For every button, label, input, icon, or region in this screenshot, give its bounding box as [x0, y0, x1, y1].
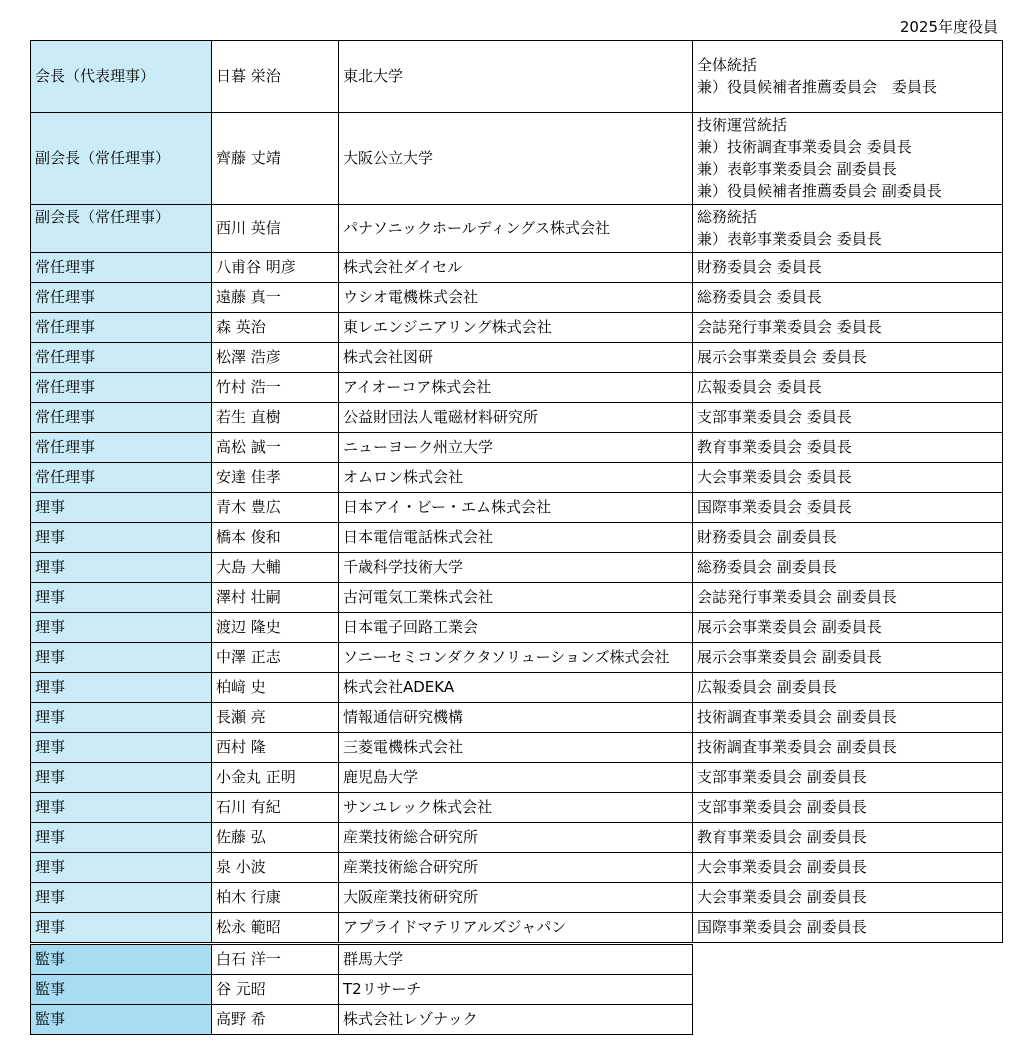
- auditor-row: [31, 1005, 693, 1035]
- auditor-role-cell: 監事: [31, 1005, 212, 1035]
- officer-duty-cell: [693, 553, 1003, 583]
- officer-row: [31, 403, 1003, 433]
- officer-duty-cell: [693, 673, 1003, 703]
- officer-org-cell: 日本アイ・ビー・エム株式会社: [339, 493, 693, 523]
- officer-name-cell: 橋本 俊和: [212, 523, 339, 553]
- officer-name-cell: 柏木 行康: [212, 883, 339, 913]
- officer-duty-cell: [693, 493, 1003, 523]
- officer-role-cell: 常任理事: [31, 313, 212, 343]
- officer-name-cell: 長瀬 亮: [212, 703, 339, 733]
- officer-row: [31, 823, 1003, 853]
- officers-table-body: [31, 41, 1003, 943]
- officer-name-cell: 竹村 浩一: [212, 373, 339, 403]
- officer-role-cell: 理事: [31, 643, 212, 673]
- officer-row: [31, 493, 1003, 523]
- officer-row: [31, 583, 1003, 613]
- officer-name-cell: 若生 直樹: [212, 403, 339, 433]
- auditor-org-cell: 群馬大学: [339, 945, 693, 975]
- officer-role-cell: 副会長（常任理事）: [31, 205, 212, 253]
- page-title: 2025年度役員: [899, 18, 998, 36]
- officer-role-cell: 理事: [31, 823, 212, 853]
- officer-role-cell: 常任理事: [31, 463, 212, 493]
- officer-duty-cell: [693, 283, 1003, 313]
- officer-row: [31, 733, 1003, 763]
- officer-duty-line: 大会事業委員会 副委員長: [697, 858, 867, 876]
- officer-name-cell: 森 英治: [212, 313, 339, 343]
- officer-org-cell: サンユレック株式会社: [339, 793, 693, 823]
- officer-duty-line: 技術運営統括: [697, 116, 788, 134]
- officer-row: [31, 523, 1003, 553]
- officer-name-cell: 松永 範昭: [212, 913, 339, 943]
- officer-org-cell: 東レエンジニアリング株式会社: [339, 313, 693, 343]
- officer-role-cell: 常任理事: [31, 433, 212, 463]
- officer-row: [31, 703, 1003, 733]
- officer-duty-cell: [693, 583, 1003, 613]
- officer-duty-line: 支部事業委員会 委員長: [697, 408, 852, 426]
- officer-name-cell: 遠藤 真一: [212, 283, 339, 313]
- officer-name-cell: 青木 豊広: [212, 493, 339, 523]
- officer-org-cell: ニューヨーク州立大学: [339, 433, 693, 463]
- officer-row: [31, 433, 1003, 463]
- officer-row: [31, 553, 1003, 583]
- auditor-name-cell: 白石 洋一: [212, 945, 339, 975]
- auditor-org-cell: T2リサーチ: [339, 975, 693, 1005]
- officer-name-cell: 柏﨑 史: [212, 673, 339, 703]
- officer-name-cell: 佐藤 弘: [212, 823, 339, 853]
- officer-org-cell: オムロン株式会社: [339, 463, 693, 493]
- officer-duty-line: 総務委員会 副委員長: [697, 558, 837, 576]
- officer-duty-line: 総務統括: [697, 208, 758, 226]
- officer-name-cell: 渡辺 隆史: [212, 613, 339, 643]
- officer-duty-cell: [693, 113, 1003, 205]
- officer-duty-cell: [693, 205, 1003, 253]
- officer-role-cell: 常任理事: [31, 403, 212, 433]
- officer-name-cell: 西川 英信: [212, 205, 339, 253]
- officer-duty-line: 総務委員会 委員長: [697, 288, 822, 306]
- officer-duty-cell: [693, 463, 1003, 493]
- officer-org-cell: ソニーセミコンダクタソリューションズ株式会社: [339, 643, 693, 673]
- officer-role-cell: 常任理事: [31, 283, 212, 313]
- officer-row: [31, 613, 1003, 643]
- officer-role-cell: 理事: [31, 493, 212, 523]
- officer-org-cell: ウシオ電機株式会社: [339, 283, 693, 313]
- officer-duty-line: 展示会事業委員会 副委員長: [697, 618, 882, 636]
- officer-duty-line: 支部事業委員会 副委員長: [697, 768, 867, 786]
- auditor-name-cell: 谷 元昭: [212, 975, 339, 1005]
- officer-duty-cell: [693, 343, 1003, 373]
- officer-row: [31, 883, 1003, 913]
- auditors-table-body: [31, 945, 693, 1035]
- auditor-org-cell: 株式会社レゾナック: [339, 1005, 693, 1035]
- officer-row: [31, 205, 1003, 253]
- officer-duty-line: 兼）役員候補者推薦委員会 副委員長: [697, 182, 942, 200]
- officer-role-cell: 理事: [31, 523, 212, 553]
- officer-name-cell: 松澤 浩彦: [212, 343, 339, 373]
- officer-org-cell: 日本電子回路工業会: [339, 613, 693, 643]
- officer-duty-line: 会誌発行事業委員会 委員長: [697, 318, 882, 336]
- officer-duty-cell: [693, 523, 1003, 553]
- officer-role-cell: 理事: [31, 883, 212, 913]
- officer-org-cell: 公益財団法人電磁材料研究所: [339, 403, 693, 433]
- officer-duty-line: 展示会事業委員会 委員長: [697, 348, 867, 366]
- officer-name-cell: 小金丸 正明: [212, 763, 339, 793]
- officer-org-cell: 産業技術総合研究所: [339, 853, 693, 883]
- officer-name-cell: 八甫谷 明彦: [212, 253, 339, 283]
- officer-duty-cell: [693, 433, 1003, 463]
- officers-table: [30, 40, 1003, 943]
- officer-org-cell: アプライドマテリアルズジャパン: [339, 913, 693, 943]
- officer-name-cell: 澤村 壮嗣: [212, 583, 339, 613]
- officer-org-cell: 日本電信電話株式会社: [339, 523, 693, 553]
- officer-row: [31, 283, 1003, 313]
- officer-duty-cell: [693, 763, 1003, 793]
- officer-duty-cell: [693, 613, 1003, 643]
- officer-duty-line: 国際事業委員会 副委員長: [697, 918, 867, 936]
- officer-duty-line: 教育事業委員会 副委員長: [697, 828, 867, 846]
- officer-duty-line: 大会事業委員会 委員長: [697, 468, 852, 486]
- officer-duty-line: 財務委員会 委員長: [697, 258, 822, 276]
- officer-org-cell: 株式会社ADEKA: [339, 673, 693, 703]
- officer-duty-line: 兼）表彰事業委員会 副委員長: [697, 160, 897, 178]
- officer-duty-cell: [693, 883, 1003, 913]
- officer-duty-cell: [693, 793, 1003, 823]
- officer-duty-cell: [693, 643, 1003, 673]
- officer-row: [31, 913, 1003, 943]
- auditor-role-cell: 監事: [31, 945, 212, 975]
- officer-duty-line: 教育事業委員会 委員長: [697, 438, 852, 456]
- officer-org-cell: 大阪産業技術研究所: [339, 883, 693, 913]
- officer-name-cell: 高松 誠一: [212, 433, 339, 463]
- officer-duty-cell: [693, 703, 1003, 733]
- officer-duty-cell: [693, 373, 1003, 403]
- officer-duty-cell: [693, 823, 1003, 853]
- officer-role-cell: 常任理事: [31, 253, 212, 283]
- officer-row: [31, 643, 1003, 673]
- officer-duty-line: 技術調査事業委員会 副委員長: [697, 738, 897, 756]
- officer-role-cell: 理事: [31, 793, 212, 823]
- officer-org-cell: 大阪公立大学: [339, 113, 693, 205]
- officer-duty-line: 会誌発行事業委員会 副委員長: [697, 588, 897, 606]
- officer-duty-cell: [693, 253, 1003, 283]
- officer-row: [31, 343, 1003, 373]
- officer-role-cell: 常任理事: [31, 373, 212, 403]
- officer-duty-cell: [693, 313, 1003, 343]
- officer-role-cell: 理事: [31, 673, 212, 703]
- officer-duty-line: 広報委員会 委員長: [697, 378, 822, 396]
- officer-org-cell: 株式会社ダイセル: [339, 253, 693, 283]
- officer-role-cell: 常任理事: [31, 343, 212, 373]
- officer-duty-line: 技術調査事業委員会 副委員長: [697, 708, 897, 726]
- officer-name-cell: 西村 隆: [212, 733, 339, 763]
- officer-org-cell: 東北大学: [339, 41, 693, 113]
- officer-duty-line: 全体統括: [697, 56, 758, 74]
- officer-role-cell: 理事: [31, 613, 212, 643]
- officer-row: [31, 313, 1003, 343]
- officer-name-cell: 大島 大輔: [212, 553, 339, 583]
- officer-duty-line: 大会事業委員会 副委員長: [697, 888, 867, 906]
- officer-org-cell: パナソニックホールディングス株式会社: [339, 205, 693, 253]
- officer-row: [31, 113, 1003, 205]
- auditor-row: [31, 975, 693, 1005]
- officer-org-cell: 産業技術総合研究所: [339, 823, 693, 853]
- auditor-name-cell: 高野 希: [212, 1005, 339, 1035]
- officer-org-cell: 株式会社図研: [339, 343, 693, 373]
- officer-duty-cell: [693, 853, 1003, 883]
- officer-duty-cell: [693, 41, 1003, 113]
- auditors-table: [30, 944, 693, 1035]
- officer-role-cell: 会長（代表理事）: [31, 41, 212, 113]
- officer-name-cell: 泉 小波: [212, 853, 339, 883]
- officer-row: [31, 373, 1003, 403]
- officer-role-cell: 理事: [31, 553, 212, 583]
- officer-duty-line: 支部事業委員会 副委員長: [697, 798, 867, 816]
- officer-org-cell: 三菱電機株式会社: [339, 733, 693, 763]
- officer-role-cell: 理事: [31, 583, 212, 613]
- officer-duty-cell: [693, 403, 1003, 433]
- officer-duty-line: 兼）技術調査事業委員会 委員長: [697, 138, 912, 156]
- officer-role-cell: 理事: [31, 763, 212, 793]
- officer-name-cell: 中澤 正志: [212, 643, 339, 673]
- officer-duty-line: 国際事業委員会 委員長: [697, 498, 852, 516]
- officer-row: [31, 853, 1003, 883]
- officer-name-cell: 石川 有紀: [212, 793, 339, 823]
- officer-duty-line: 広報委員会 副委員長: [697, 678, 837, 696]
- officer-duty-cell: [693, 733, 1003, 763]
- officer-role-cell: 理事: [31, 733, 212, 763]
- officer-name-cell: 齊藤 丈靖: [212, 113, 339, 205]
- officer-org-cell: 情報通信研究機構: [339, 703, 693, 733]
- officer-row: [31, 41, 1003, 113]
- officer-role-cell: 理事: [31, 703, 212, 733]
- officer-row: [31, 673, 1003, 703]
- officer-name-cell: 安達 佳孝: [212, 463, 339, 493]
- officer-duty-line: 兼）役員候補者推薦委員会 委員長: [697, 78, 938, 96]
- officer-duty-line: 兼）表彰事業委員会 委員長: [697, 230, 882, 248]
- officer-duty-line: 展示会事業委員会 副委員長: [697, 648, 882, 666]
- officer-row: [31, 793, 1003, 823]
- officer-row: [31, 463, 1003, 493]
- officer-org-cell: 鹿児島大学: [339, 763, 693, 793]
- officer-duty-cell: [693, 913, 1003, 943]
- officer-org-cell: アイオーコア株式会社: [339, 373, 693, 403]
- officer-row: [31, 763, 1003, 793]
- officer-role-cell: 副会長（常任理事）: [31, 113, 212, 205]
- officer-duty-line: 財務委員会 副委員長: [697, 528, 837, 546]
- officer-name-cell: 日暮 栄治: [212, 41, 339, 113]
- officer-role-cell: 理事: [31, 913, 212, 943]
- auditor-row: [31, 945, 693, 975]
- officer-org-cell: 古河電気工業株式会社: [339, 583, 693, 613]
- auditor-role-cell: 監事: [31, 975, 212, 1005]
- officer-row: [31, 253, 1003, 283]
- officer-org-cell: 千歳科学技術大学: [339, 553, 693, 583]
- officer-role-cell: 理事: [31, 853, 212, 883]
